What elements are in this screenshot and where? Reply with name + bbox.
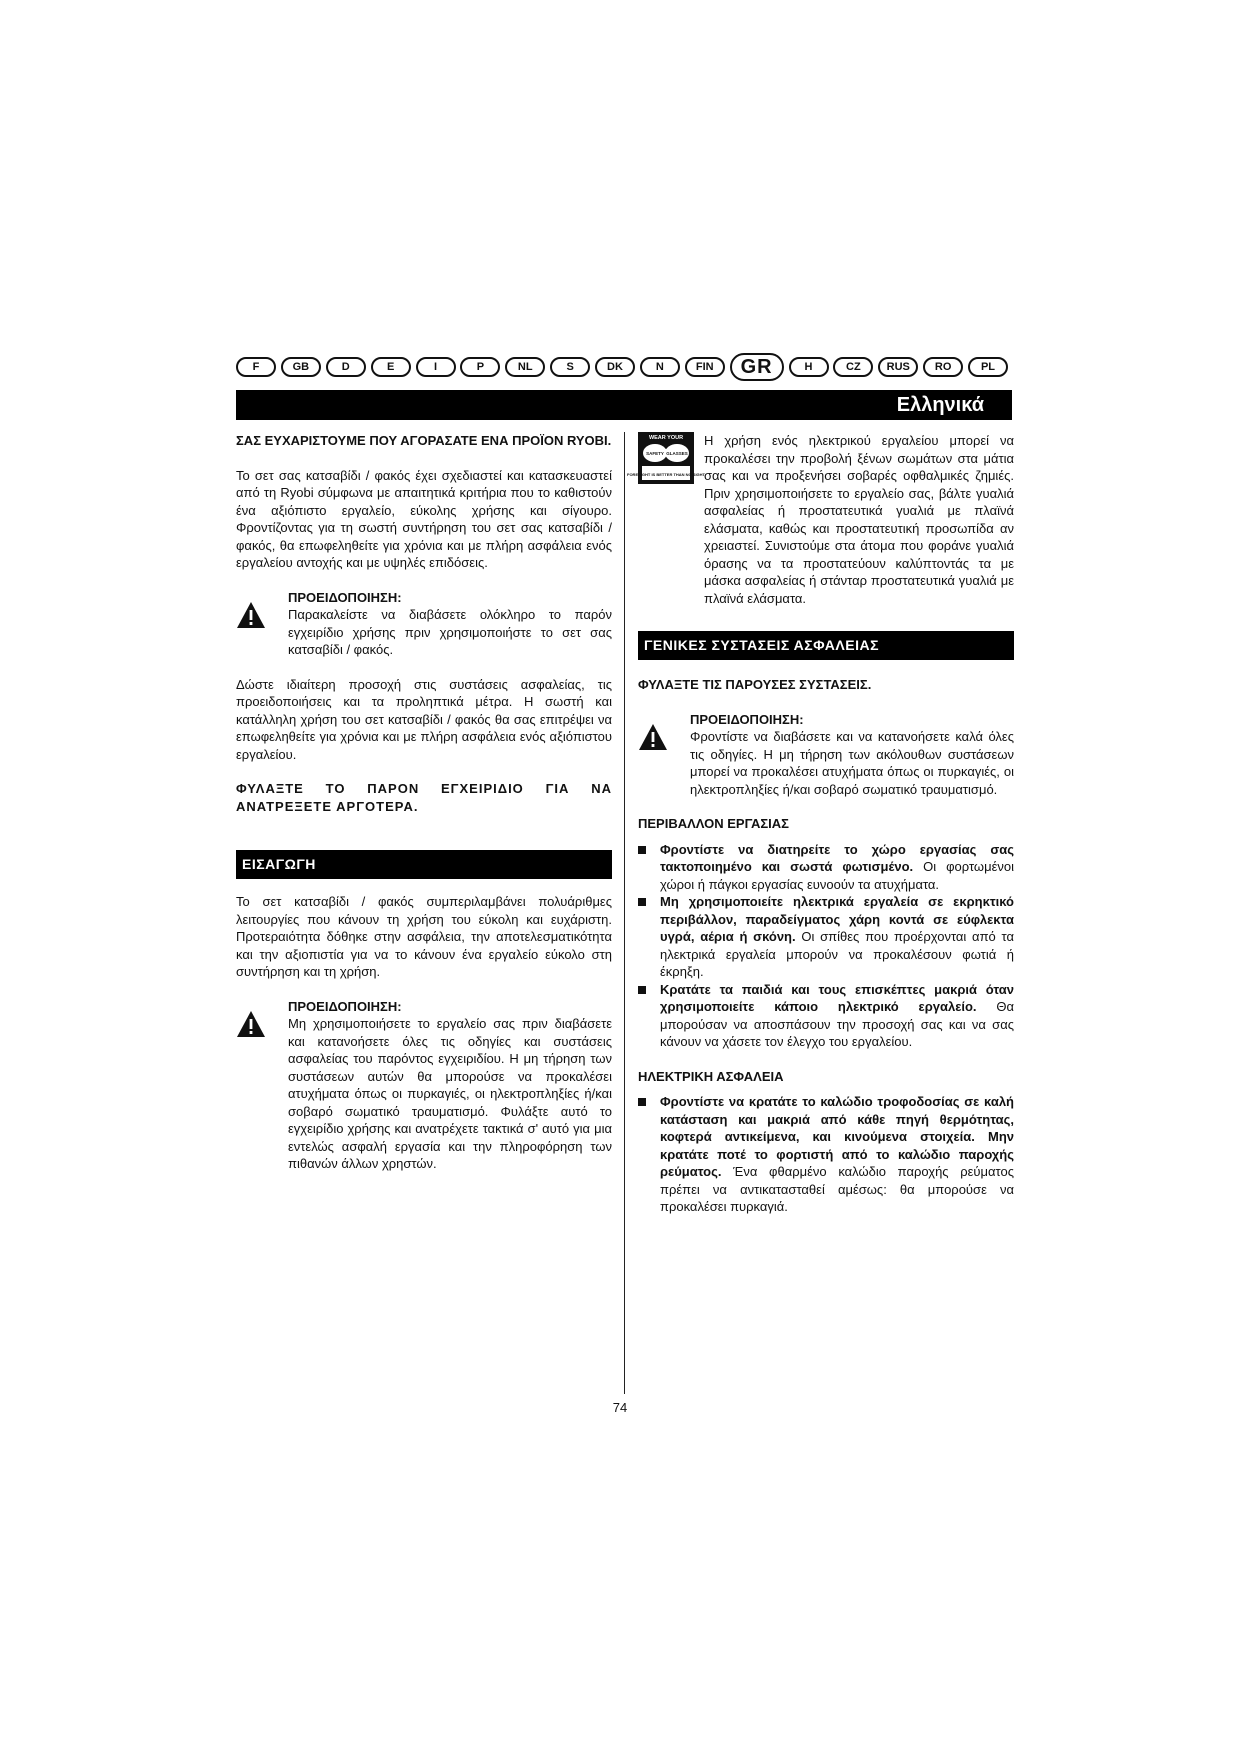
list-item-bold: Φροντίστε να διατηρείτε το χώρο εργασίας σας τακτοποιημένο και σωστά φωτισμένο. xyxy=(660,841,1014,874)
intro-section-heading xyxy=(236,850,612,879)
column-divider xyxy=(624,432,625,1394)
warning-block xyxy=(236,998,612,1173)
glasses-icon-left-text: SAFETY xyxy=(646,451,664,456)
bullet-square-icon xyxy=(638,841,660,859)
warning-block xyxy=(236,589,612,659)
safety-heading-text: ΓΕΝΙΚΕΣ ΣΥΣΤΑΣΕΙΣ ΑΣΦΑΛΕΙΑΣ xyxy=(644,636,879,653)
safety-attention-paragraph: Δώστε ιδιαίτερη προσοχή στις συστάσεις ασφαλείας, τις προειδοποιήσεις και τα προληπτικά μέτρα. Η σωστή και κατάλληλη χρήση του σετ κατσαβίδι / φακός θα σας επιτρέψει να επωφεληθείτε για χρόνια και με πλήρη ασφάλεια ενός αξιόπιστου εργαλείου. xyxy=(236,676,612,762)
glasses-icon-top-text: WEAR YOUR xyxy=(648,435,684,441)
intro-heading-text: ΕΙΣΑΓΩΓΗ xyxy=(242,855,316,872)
language-pill-pl[interactable]: PL xyxy=(968,357,1008,377)
language-pill-n[interactable]: N xyxy=(640,357,680,377)
language-pill-p[interactable]: P xyxy=(460,357,500,377)
work-area-heading: ΠΕΡΙΒΑΛΛΟΝ ΕΡΓΑΣΙΑΣ xyxy=(638,816,789,831)
warning-text: Μη χρησιμοποιήσετε το εργαλείο σας πριν διαβάσετε και κατανοήσετε όλες τις οδηγίες και συστάσεις ασφαλείας του παρόντος εγχειριδίου. Η μη τήρηση των συστάσεων αυτών θα μπορούσε να προκαλέσει ατυχήματα όπως οι πυρκαγιές, οι ηλεκτροπληξίες ή/και σοβαρό σωματικό τραυματισμό. Φυλάξτε αυτό το εγχειρίδιο χρήσης και ανατρέχετε τακτικά σ' αυτό για μια εντελώς ασφαλή εργασία και την πληροφόρηση των πιθανών άλλων χρηστών. xyxy=(288,1016,612,1171)
keep-manual-notice: ΦΥΛΑΞΤΕ ΤΟ ΠΑΡΟΝ ΕΓΧΕΙΡΙΔΙΟ ΓΙΑ ΝΑ ΑΝΑΤΡΕΞΕΤΕ ΑΡΓΟΤΕΡΑ. xyxy=(236,781,612,814)
right-column xyxy=(626,432,1014,1216)
bullet-square-icon xyxy=(638,981,660,999)
list-item xyxy=(638,981,1014,1051)
language-pill-e[interactable]: E xyxy=(371,357,411,377)
page-number: 74 xyxy=(612,1400,628,1415)
warning-text: Φροντίστε να διαβάσετε και να κατανοήσετε καλά όλες τις οδηγίες. Η μη τήρηση των ακόλουθων συστάσεων μπορεί να προκαλέσει ατυχήματα όπως οι πυρκαγιές, οι ηλεκτροπληξίες ή/και σοβαρό σωματικό τραυματισμό. xyxy=(690,729,1014,797)
warning-text: Παρακαλείστε να διαβάσετε ολόκληρο το παρόν εγχειρίδιο χρήσης πριν χρησιμοποιήστε το σετ σας κατσαβίδι / φακός. xyxy=(288,607,612,657)
warning-title: ΠΡΟΕΙΔΟΠΟΙΗΣΗ: xyxy=(288,998,402,1014)
glasses-icon-bottom-text: FORESIGHT IS BETTER THAN NO SIGHT xyxy=(626,472,706,477)
language-selector xyxy=(236,354,1008,380)
language-pill-dk[interactable]: DK xyxy=(595,357,635,377)
list-item xyxy=(638,893,1014,981)
language-pill-ro[interactable]: RO xyxy=(923,357,963,377)
list-item-bold: Κρατάτε τα παιδιά και τους επισκέπτες μακριά όταν χρησιμοποιείτε κάποιο ηλεκτρικό εργαλείο. xyxy=(660,981,1014,1014)
page-title-bar xyxy=(236,390,1012,420)
language-pill-d[interactable]: D xyxy=(326,357,366,377)
language-pill-fin[interactable]: FIN xyxy=(685,357,725,377)
list-item-text: Οι φορτωμένοι χώροι ή πάγκοι εργασίας ευνοούν τα ατυχήματα. xyxy=(660,859,1014,892)
electric-safety-heading: ΗΛΕΚΤΡΙΚΗ ΑΣΦΑΛΕΙΑ xyxy=(638,1068,784,1084)
list-item-text: Θα μπορούσαν να αποσπάσουν την προσοχή σας και να σας κάνουν να χάσετε τον έλεγχο του εργαλείου. xyxy=(660,999,1014,1049)
warning-block xyxy=(638,711,1014,799)
language-pill-h[interactable]: H xyxy=(789,357,829,377)
language-pill-gr[interactable]: GR xyxy=(730,353,784,381)
list-item xyxy=(638,1093,1014,1216)
bullet-square-icon xyxy=(638,893,660,911)
list-item xyxy=(638,841,1014,894)
language-pill-nl[interactable]: NL xyxy=(505,357,545,377)
intro-paragraph: Το σετ σας κατσαβίδι / φακός έχει σχεδιαστεί και κατασκευαστεί από τη Ryobi σύμφωνα με απαιτητικά κριτήρια που το καθιστούν ένα αξιόπιστο εργαλείο, εύκολης χρήσης και σίγουρο. Φροντίζοντας για τη σωστή συντήρηση του σετ σας κατσαβίδι / φακός, θα επωφεληθείτε για χρόνια και με πλήρη ασφάλεια ενός εργαλείου αντοχής και με υψηλές επιδόσεις. xyxy=(236,467,612,570)
safety-glasses-text: Η χρήση ενός ηλεκτρικού εργαλείου μπορεί να προκαλέσει την προβολή ξένων σωμάτων στα μάτια σας και να προξενήσει σοβαρές οφθαλμικές ζημιές. Πριν χρησιμοποιήσετε το εργαλείο σας, βάλτε γυαλιά ασφαλείας ή προστατευτικά γυαλιά με πλαϊνά ελάσματα, καθώς και προστατευτική προσωπίδα αν χρειαστεί. Συνιστούμε στα άτομα που φοράνε γυαλιά όρασης να τα προστατεύουν καλύπτοντάς τα με μάσκα ασφαλείας ή στάνταρ προστατευτικά γυαλιά με πλαϊνά ελάσματα. xyxy=(704,433,1014,606)
intro-section-paragraph: Το σετ κατσαβίδι / φακός συμπεριλαμβάνει πολυάριθμες λειτουργίες που κάνουν τη χρήση του εύκολη και ευχάριστη. Προτεραιότητα δόθηκε στην ασφάλεια, την αποτελεσματικότητα και την αξιοπιστία για να το κάνουν ένα εργαλείο εύκολο στη συντήρηση και τη χρήση. xyxy=(236,894,612,979)
glasses-icon-right-text: GLASSES xyxy=(666,451,688,456)
language-pill-gb[interactable]: GB xyxy=(281,357,321,377)
warning-icon xyxy=(236,998,288,1043)
list-item-text: Οι σπίθες που προέρχονται από τα ηλεκτρικά εργαλεία μπορούν να προκαλέσουν φωτιά ή έκρηξη. xyxy=(660,929,1014,979)
safety-section-heading xyxy=(638,631,1014,660)
language-pill-s[interactable]: S xyxy=(550,357,590,377)
warning-icon xyxy=(638,711,690,756)
bullet-square-icon xyxy=(638,1093,660,1111)
thanks-heading: ΣΑΣ ΕΥΧΑΡΙΣΤΟΥΜΕ ΠΟΥ ΑΓΟΡΑΣΑΤΕ ΕΝΑ ΠΡΟΪΟΝ RYOBI. xyxy=(236,433,612,448)
language-pill-cz[interactable]: CZ xyxy=(833,357,873,377)
warning-icon xyxy=(236,589,288,634)
list-item-text: Ένα φθαρμένο καλώδιο παροχής ρεύματος πρέπει να αντικατασταθεί αμέσως: θα μπορούσε να προκαλέσει πυρκαγιά. xyxy=(660,1164,1014,1214)
language-pill-f[interactable]: F xyxy=(236,357,276,377)
warning-title: ΠΡΟΕΙΔΟΠΟΙΗΣΗ: xyxy=(288,589,402,605)
safety-glasses-block xyxy=(626,432,1014,607)
page-title: Ελληνικά xyxy=(896,393,984,416)
language-pill-i[interactable]: I xyxy=(416,357,456,377)
left-column xyxy=(236,432,612,1173)
safety-glasses-icon xyxy=(626,432,706,489)
language-pill-rus[interactable]: RUS xyxy=(878,357,918,377)
warning-title: ΠΡΟΕΙΔΟΠΟΙΗΣΗ: xyxy=(690,711,804,727)
list-item-bold: Μη χρησιμοποιείτε ηλεκτρικά εργαλεία σε εκρηκτικό περιβάλλον, παραδείγματος χάρη κοντά σε εύφλεκτα υγρά, αέρια ή σκόνη. xyxy=(660,894,1014,944)
work-area-list xyxy=(638,841,1014,1051)
list-item-bold: Φροντίστε να κρατάτε το καλώδιο τροφοδοσίας σε καλή κατάσταση και μακριά από κάθε πηγή θερμότητας, κοφτερά αντικείμενα, και κινούμενα στοιχεία. Μην κρατάτε ποτέ το φορτιστή από το καλώδιο παροχής ρεύματος. xyxy=(660,1094,1014,1179)
keep-recommendations: ΦΥΛΑΞΤΕ ΤΙΣ ΠΑΡΟΥΣΕΣ ΣΥΣΤΑΣΕΙΣ. xyxy=(638,677,872,692)
